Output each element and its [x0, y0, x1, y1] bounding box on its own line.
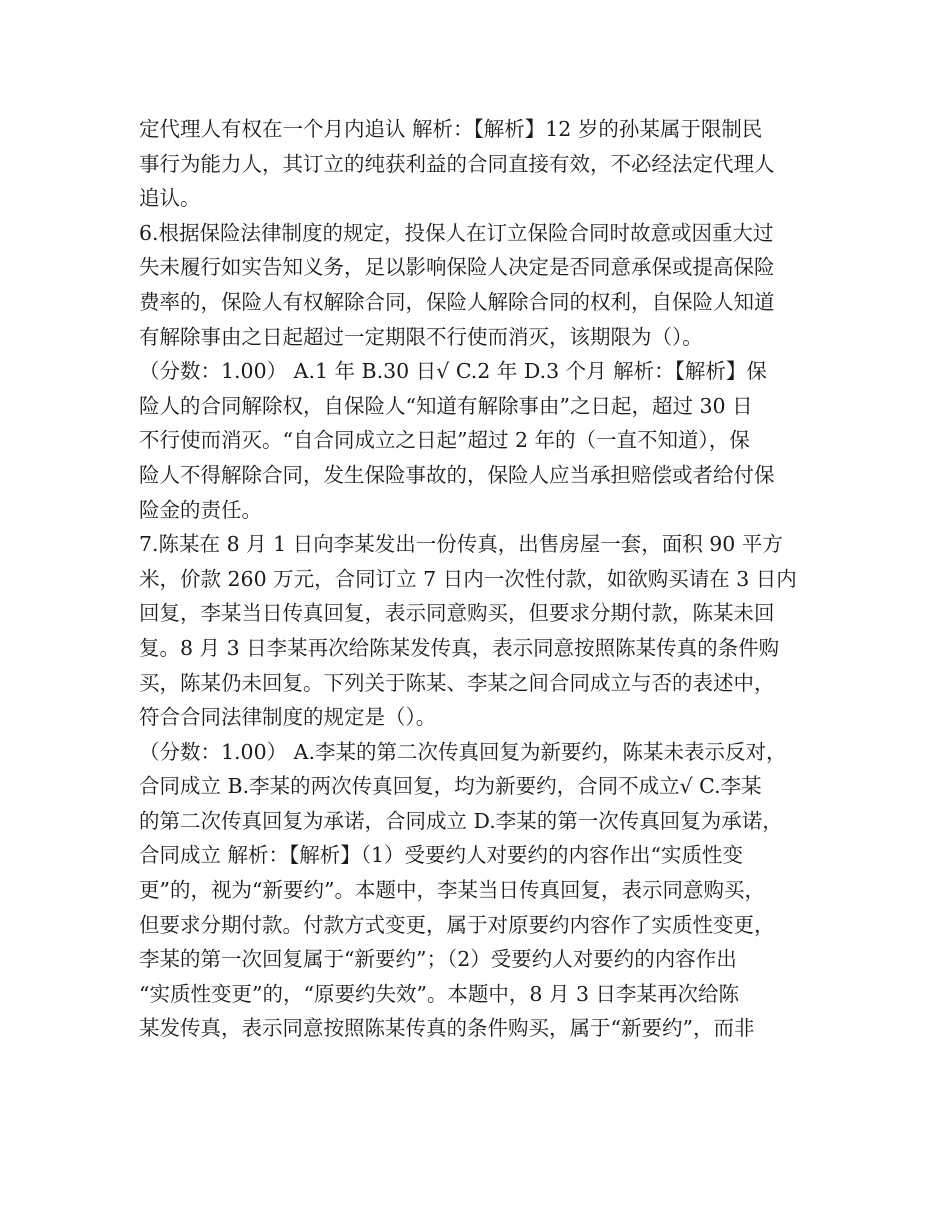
text-line: 但要求分期付款。付款方式变更，属于对原要约内容作了实质性变更，	[139, 912, 775, 937]
question-7-line: 7.陈某在 8 月 1 日向李某发出一份传真，出售房屋一套，面积 90 平方	[139, 532, 783, 557]
text-line: 费率的，保险人有权解除合同，保险人解除合同的权利，自保险人知道	[139, 289, 775, 314]
question-7-options-line: （分数：1.00） A.李某的第二次传真回复为新要约，陈某未表示反对，	[139, 739, 787, 764]
text-line: 失未履行如实告知义务，足以影响保险人决定是否同意承保或提高保险	[139, 255, 775, 280]
text-line: 合同成立 B.李某的两次传真回复，均为新要约，合同不成立√ C.李某	[139, 774, 762, 799]
text-line: 险人的合同解除权，自保险人“知道有解除事由”之日起，超过 30 日	[139, 393, 753, 418]
document-body	[139, 112, 819, 1046]
text-line: 的第二次传真回复为承诺，合同成立 D.李某的第一次传真回复为承诺，	[139, 808, 783, 833]
text-line: 李某的第一次回复属于“新要约”；（2）受要约人对要约的内容作出	[139, 947, 737, 972]
text-line: 符合合同法律制度的规定是（）。	[139, 705, 437, 730]
question-6-options-line: （分数：1.00） A.1 年 B.30 日√ C.2 年 D.3 个月 解析：【解析】保	[139, 359, 767, 384]
text-line: 不行使而消灭。“自合同成立之日起”超过 2 年的（一直不知道），保	[139, 428, 750, 453]
question-6-line: 6.根据保险法律制度的规定，投保人在订立保险合同时故意或因重大过	[139, 220, 774, 245]
text-line: 合同成立 解析：【解析】（1）受要约人对要约的内容作出“实质性变	[139, 843, 744, 868]
text-line: 有解除事由之日起超过一定期限不行使而消灭，该期限为（）。	[139, 324, 703, 349]
text-line: 追认。	[139, 186, 201, 211]
text-line: 定代理人有权在一个月内追认 解析：【解析】12 岁的孙某属于限制民	[139, 117, 763, 141]
text-line: 复。8 月 3 日李某再次给陈某发传真，表示同意按照陈某传真的条件购	[139, 635, 780, 660]
text-line: 米，价款 260 万元，合同订立 7 日内一次性付款，如欲购买请在 3 日内	[139, 566, 797, 591]
text-line: 某发传真，表示同意按照陈某传真的条件购买，属于“新要约”，而非	[139, 1016, 755, 1041]
text-line: “实质性变更”的，“原要约失效”。本题中，8 月 3 日李某再次给陈	[139, 981, 740, 1006]
text-line: 险金的责任。	[139, 497, 262, 522]
text-line: 买，陈某仍未回复。下列关于陈某、李某之间合同成立与否的表述中，	[139, 670, 775, 695]
text-line: 事行为能力人，其订立的纯获利益的合同直接有效，不必经法定代理人	[139, 151, 775, 176]
text-line: 更”的，视为“新要约”。本题中，李某当日传真回复，表示同意购买，	[139, 878, 765, 903]
text-line: 回复，李某当日传真回复，表示同意购买，但要求分期付款，陈某未回	[139, 601, 775, 626]
text-line: 险人不得解除合同，发生保险事故的，保险人应当承担赔偿或者给付保	[139, 462, 775, 487]
